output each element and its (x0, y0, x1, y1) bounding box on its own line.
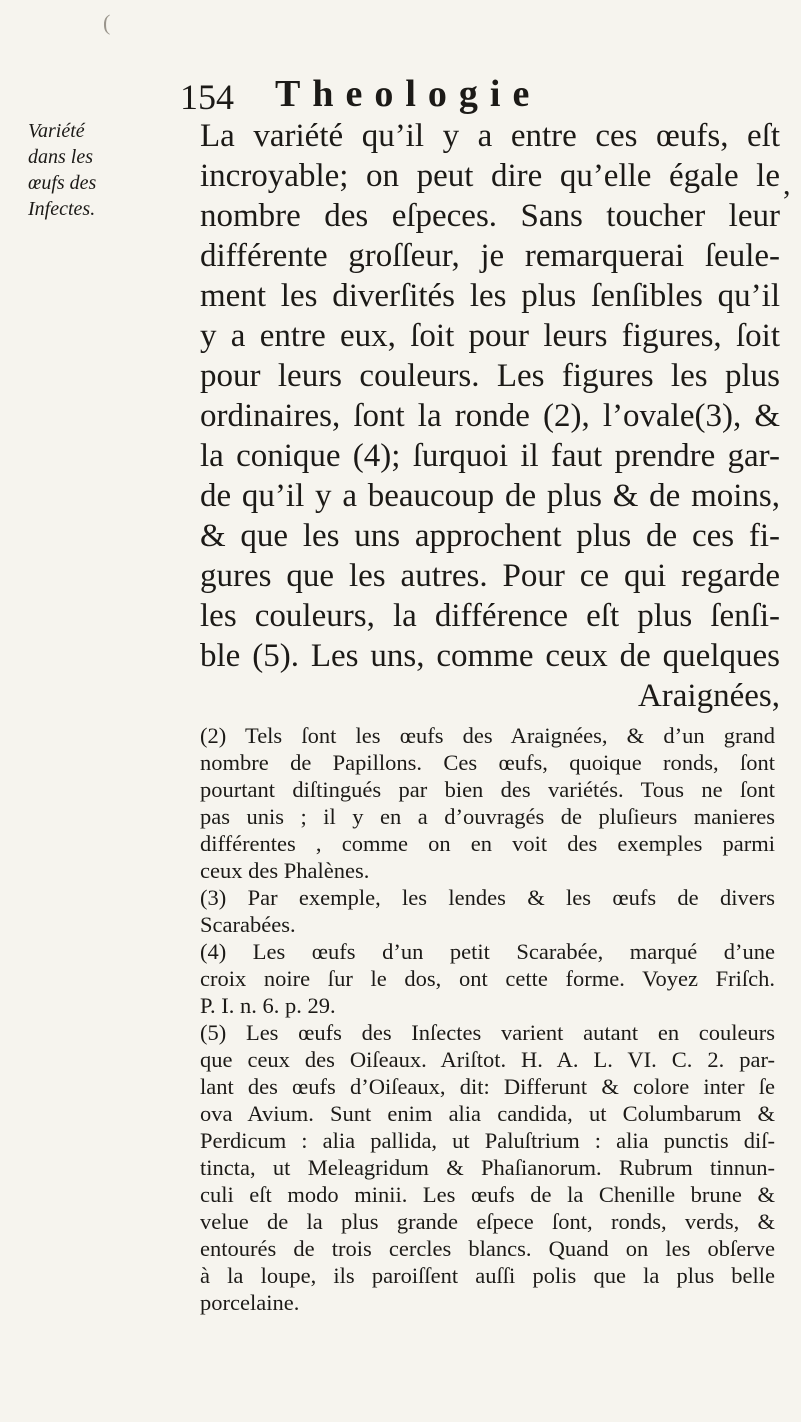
text-line: pour leurs couleurs. Les figures les plus (200, 358, 780, 394)
stray-mark-top: ( (103, 10, 111, 35)
footnote-line: velue de la plus grande eſpece ſont, ronds, verds, & (200, 1209, 775, 1234)
footnote-line: à la loupe, ils paroiſſent auſſi polis que la plus belle (200, 1263, 775, 1288)
footnote-line: porcelaine. (200, 1290, 300, 1315)
page-header (180, 70, 700, 120)
footnote-line: différentes , comme on en voit des exemples parmi (200, 831, 775, 856)
footnote-line: lant des œufs d’Oiſeaux, dit: Differunt & colore inter ſe (200, 1074, 775, 1099)
footnote-line: P. I. n. 6. p. 29. (200, 993, 336, 1018)
footnote-line: (5) Les œufs des Inſectes varient autant en couleurs (200, 1020, 775, 1045)
footnote-line: (4) Les œufs d’un petit Scarabée, marqué d’une (200, 939, 775, 964)
page-number: 154 (180, 77, 234, 117)
text-line: la conique (4); ſurquoi il faut prendre gar- (200, 438, 780, 474)
footnote-line: que ceux des Oiſeaux. Ariſtot. H. A. L. VI. C. 2. par- (200, 1047, 775, 1072)
footnote-line: culi eſt modo minii. Les œufs de la Chenille brune & (200, 1182, 775, 1207)
margin-note-line: Variété (28, 120, 85, 142)
footnote-line: ceux des Phalènes. (200, 858, 370, 883)
footnote-line: entourés de trois cercles blancs. Quand on les obſerve (200, 1236, 775, 1261)
footnote-line: croix noire ſur le dos, ont cette forme. Voyez Friſch. (200, 966, 775, 991)
margin-note-line: dans les (28, 146, 93, 168)
margin-note-line: Infectes. (28, 198, 96, 220)
text-line: incroyable; on peut dire qu’elle égale le (200, 158, 780, 194)
margin-note (28, 118, 148, 222)
footnote-line: Scarabées. (200, 912, 296, 937)
footnote-line: Perdicum : alia pallida, ut Paluſtrium : alia punctis diſ- (200, 1128, 775, 1153)
footnotes (200, 722, 775, 1316)
text-line: y a entre eux, ſoit pour leurs figures, ſoit (200, 318, 780, 354)
text-line: de qu’il y a beaucoup de plus & de moins, (200, 478, 780, 514)
text-line: ment les diverſités les plus ſenſibles qu’il (200, 278, 780, 314)
text-line: nombre des eſpeces. Sans toucher leur (200, 198, 780, 234)
footnote-line: ova Avium. Sunt enim alia candida, ut Columbarum & (200, 1101, 775, 1126)
margin-note-line: œufs des (28, 172, 97, 194)
footnote-line: pas unis ; il y en a d’ouvragés de pluſieurs manieres (200, 804, 775, 829)
text-line: & que les uns approchent plus de ces fi- (200, 518, 780, 554)
footnote-line: nombre de Papillons. Ces œufs, quoique ronds, ſont (200, 750, 775, 775)
footnote-line: pourtant diſtingués par bien des variétés. Tous ne ſont (200, 777, 775, 802)
text-line: ble (5). Les uns, comme ceux de quelques (200, 638, 780, 674)
text-line: La variété qu’il y a entre ces œufs, eſt (200, 118, 780, 154)
text-line: différente groſſeur, je remarquerai ſeule- (200, 238, 780, 274)
footnote-line: tincta, ut Meleagridum & Phaſianorum. Rubrum tinnun- (200, 1155, 775, 1180)
stray-mark-right: , (783, 168, 791, 201)
main-text (200, 116, 780, 716)
footnote-line: (2) Tels ſont les œufs des Araignées, & d’un grand (200, 723, 775, 748)
text-line: les couleurs, la différence eſt plus ſenſi- (200, 598, 780, 634)
running-title: Theologie (275, 73, 542, 115)
text-line: gures que les autres. Pour ce qui regarde (200, 558, 780, 594)
footnote-line: (3) Par exemple, les lendes & les œufs de divers (200, 885, 775, 910)
catchword-line: Araignées, (637, 678, 780, 714)
text-line: ordinaires, ſont la ronde (2), l’ovale(3), & (200, 398, 780, 434)
